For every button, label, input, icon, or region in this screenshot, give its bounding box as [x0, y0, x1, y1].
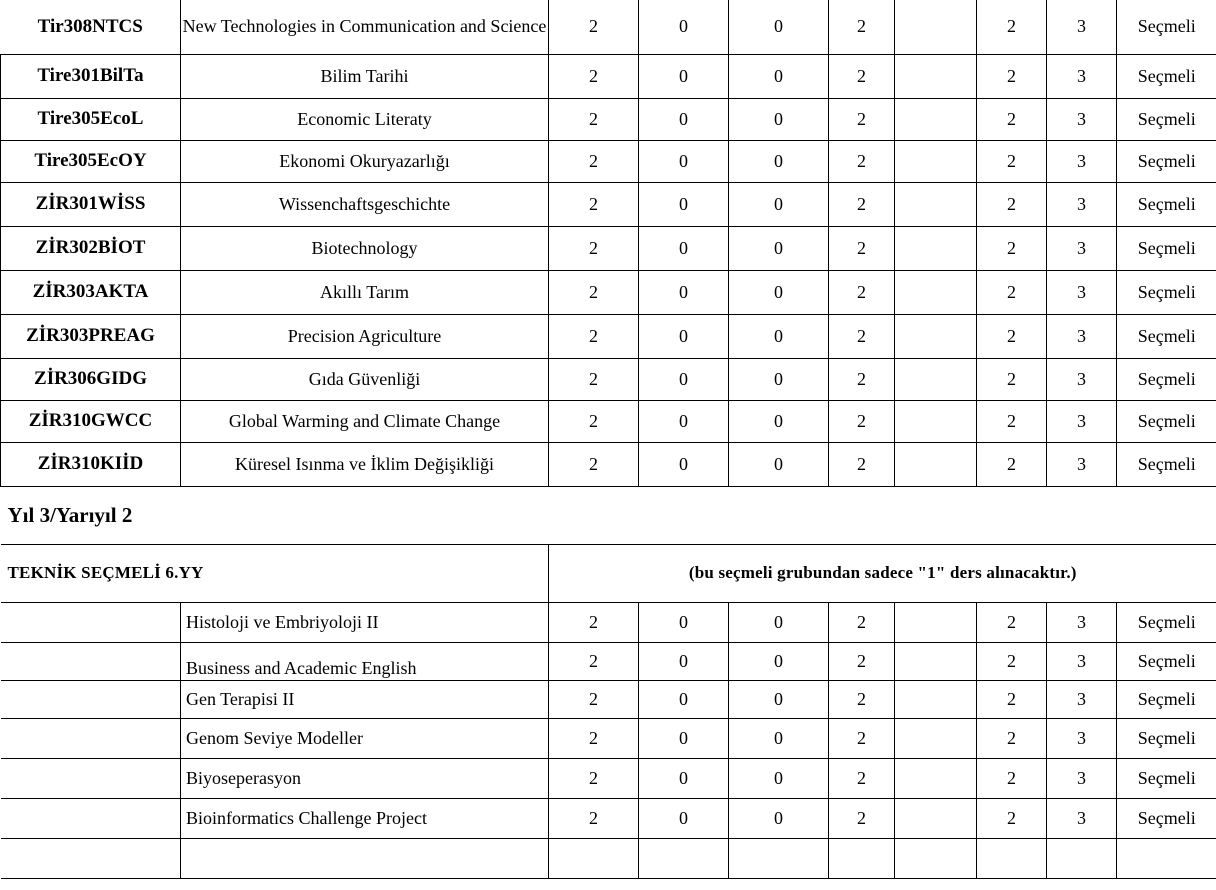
- credit-c3: 0: [729, 358, 829, 400]
- credit-c3: 0: [729, 758, 829, 798]
- credit-c5: [895, 400, 977, 442]
- credit-c7: 3: [1047, 442, 1117, 486]
- credit-c4: 2: [829, 358, 895, 400]
- table-row: [1, 602, 1216, 642]
- empty-cell: [1047, 838, 1117, 878]
- course-code: ZİR306GIDG: [1, 358, 181, 400]
- course-type: Seçmeli: [1117, 680, 1216, 718]
- table-row: [1, 182, 1216, 226]
- credit-c7: 3: [1047, 98, 1117, 140]
- table-row: [1, 270, 1216, 314]
- credit-c1: 2: [549, 98, 639, 140]
- course-code: ZİR303AKTA: [1, 270, 181, 314]
- credit-c7: 3: [1047, 642, 1117, 680]
- course-type: Seçmeli: [1117, 758, 1216, 798]
- credit-c5: [895, 798, 977, 838]
- credit-c1: 2: [549, 270, 639, 314]
- course-code: [1, 798, 181, 838]
- table-row: [1, 718, 1216, 758]
- credit-c5: [895, 140, 977, 182]
- course-code: Tire301BilTa: [1, 54, 181, 98]
- credit-c6: 2: [977, 680, 1047, 718]
- table-row: [1, 54, 1216, 98]
- course-name: Histoloji ve Embriyoloji II: [181, 602, 549, 642]
- credit-c1: 2: [549, 314, 639, 358]
- empty-cell: [729, 838, 829, 878]
- credit-c7: 3: [1047, 226, 1117, 270]
- credit-c6: 2: [977, 602, 1047, 642]
- credit-c1: 2: [549, 226, 639, 270]
- empty-cell: [181, 838, 549, 878]
- course-code: ZİR301WİSS: [1, 182, 181, 226]
- credit-c4: 2: [829, 270, 895, 314]
- credit-c6: 2: [977, 442, 1047, 486]
- credit-c3: 0: [729, 642, 829, 680]
- course-name: Gıda Güvenliği: [181, 358, 549, 400]
- course-code: Tire305EcOY: [1, 140, 181, 182]
- credit-c6: 2: [977, 642, 1047, 680]
- credit-c7: 3: [1047, 718, 1117, 758]
- credit-c7: 3: [1047, 314, 1117, 358]
- credit-c3: 0: [729, 314, 829, 358]
- course-name: New Technologies in Communication and Science: [181, 0, 549, 54]
- credit-c3: 0: [729, 182, 829, 226]
- empty-cell: [1, 878, 1216, 890]
- credit-c1: 2: [549, 602, 639, 642]
- credit-c3: 0: [729, 54, 829, 98]
- table-row: [1, 314, 1216, 358]
- credit-c1: 2: [549, 642, 639, 680]
- course-code: Tire305EcoL: [1, 98, 181, 140]
- credit-c5: [895, 442, 977, 486]
- table-row: [1, 642, 1216, 680]
- credit-c1: 2: [549, 758, 639, 798]
- course-type: Seçmeli: [1117, 270, 1216, 314]
- credit-c6: 2: [977, 400, 1047, 442]
- course-code: ZİR303PREAG: [1, 314, 181, 358]
- course-type: Seçmeli: [1117, 0, 1216, 54]
- course-type: Seçmeli: [1117, 442, 1216, 486]
- credit-c2: 0: [639, 718, 729, 758]
- credit-c4: 2: [829, 54, 895, 98]
- credit-c6: 2: [977, 798, 1047, 838]
- credit-c7: 3: [1047, 400, 1117, 442]
- table-row: [1, 680, 1216, 718]
- group-note: (bu seçmeli grubundan sadece "1" ders alınacaktır.): [549, 544, 1216, 602]
- credit-c2: 0: [639, 358, 729, 400]
- course-code: [1, 642, 181, 680]
- course-type: Seçmeli: [1117, 226, 1216, 270]
- credit-c3: 0: [729, 718, 829, 758]
- empty-cell: [895, 838, 977, 878]
- course-code: ZİR310GWCC: [1, 400, 181, 442]
- credit-c6: 2: [977, 226, 1047, 270]
- credit-c7: 3: [1047, 602, 1117, 642]
- credit-c4: 2: [829, 226, 895, 270]
- credit-c3: 0: [729, 798, 829, 838]
- credit-c1: 2: [549, 358, 639, 400]
- section-row: [1, 486, 1216, 544]
- course-name: Bioinformatics Challenge Project: [181, 798, 549, 838]
- credit-c6: 2: [977, 182, 1047, 226]
- table-row: [1, 226, 1216, 270]
- credit-c2: 0: [639, 140, 729, 182]
- credit-c7: 3: [1047, 270, 1117, 314]
- table-row: [1, 0, 1216, 54]
- credit-c7: 3: [1047, 182, 1117, 226]
- credit-c3: 0: [729, 270, 829, 314]
- table-row: [1, 798, 1216, 838]
- empty-row: [1, 838, 1216, 878]
- credit-c2: 0: [639, 226, 729, 270]
- cut-off-row: [1, 878, 1216, 890]
- course-type: Seçmeli: [1117, 642, 1216, 680]
- section-title: Yıl 3/Yarıyıl 2: [1, 486, 1216, 544]
- credit-c1: 2: [549, 718, 639, 758]
- credit-c4: 2: [829, 758, 895, 798]
- credit-c2: 0: [639, 680, 729, 718]
- credit-c3: 0: [729, 442, 829, 486]
- credit-c2: 0: [639, 314, 729, 358]
- course-code: [1, 602, 181, 642]
- credit-c2: 0: [639, 602, 729, 642]
- credit-c5: [895, 98, 977, 140]
- credit-c3: 0: [729, 680, 829, 718]
- course-name: Genom Seviye Modeller: [181, 718, 549, 758]
- course-name: Biyoseperasyon: [181, 758, 549, 798]
- course-type: Seçmeli: [1117, 400, 1216, 442]
- credit-c3: 0: [729, 140, 829, 182]
- credit-c1: 2: [549, 0, 639, 54]
- credit-c1: 2: [549, 182, 639, 226]
- course-type: Seçmeli: [1117, 54, 1216, 98]
- credit-c4: 2: [829, 442, 895, 486]
- course-name: Economic Literaty: [181, 98, 549, 140]
- course-code: Tir308NTCS: [1, 0, 181, 54]
- credit-c2: 0: [639, 758, 729, 798]
- table-row: [1, 98, 1216, 140]
- course-name: Global Warming and Climate Change: [181, 400, 549, 442]
- credit-c7: 3: [1047, 358, 1117, 400]
- credit-c2: 0: [639, 400, 729, 442]
- credit-c7: 3: [1047, 54, 1117, 98]
- table-row: [1, 442, 1216, 486]
- course-table-body: [1, 0, 1216, 890]
- credit-c4: 2: [829, 314, 895, 358]
- credit-c6: 2: [977, 358, 1047, 400]
- credit-c5: [895, 226, 977, 270]
- credit-c4: 2: [829, 98, 895, 140]
- course-name: Ekonomi Okuryazarlığı: [181, 140, 549, 182]
- credit-c4: 2: [829, 642, 895, 680]
- credit-c6: 2: [977, 54, 1047, 98]
- credit-c3: 0: [729, 602, 829, 642]
- course-code: ZİR302BİOT: [1, 226, 181, 270]
- credit-c2: 0: [639, 98, 729, 140]
- credit-c5: [895, 642, 977, 680]
- course-code: [1, 758, 181, 798]
- course-type: Seçmeli: [1117, 602, 1216, 642]
- credit-c1: 2: [549, 798, 639, 838]
- credit-c4: 2: [829, 140, 895, 182]
- course-type: Seçmeli: [1117, 314, 1216, 358]
- course-code: ZİR310KIİD: [1, 442, 181, 486]
- course-type: Seçmeli: [1117, 98, 1216, 140]
- course-type: Seçmeli: [1117, 798, 1216, 838]
- credit-c4: 2: [829, 182, 895, 226]
- credit-c5: [895, 718, 977, 758]
- credit-c7: 3: [1047, 758, 1117, 798]
- credit-c6: 2: [977, 0, 1047, 54]
- course-type: Seçmeli: [1117, 358, 1216, 400]
- course-name: Business and Academic English: [181, 642, 549, 680]
- credit-c5: [895, 758, 977, 798]
- course-type: Seçmeli: [1117, 182, 1216, 226]
- credit-c1: 2: [549, 400, 639, 442]
- empty-cell: [977, 838, 1047, 878]
- credit-c6: 2: [977, 314, 1047, 358]
- course-name: Akıllı Tarım: [181, 270, 549, 314]
- course-name: Gen Terapisi II: [181, 680, 549, 718]
- credit-c2: 0: [639, 182, 729, 226]
- credit-c1: 2: [549, 140, 639, 182]
- credit-c6: 2: [977, 758, 1047, 798]
- credit-c2: 0: [639, 442, 729, 486]
- credit-c4: 2: [829, 680, 895, 718]
- credit-c4: 2: [829, 718, 895, 758]
- course-type: Seçmeli: [1117, 718, 1216, 758]
- table-row: [1, 400, 1216, 442]
- table-row: [1, 358, 1216, 400]
- table-row: [1, 758, 1216, 798]
- empty-cell: [829, 838, 895, 878]
- credit-c7: 3: [1047, 798, 1117, 838]
- course-name: Wissenchaftsgeschichte: [181, 182, 549, 226]
- empty-cell: [1117, 838, 1216, 878]
- credit-c5: [895, 270, 977, 314]
- credit-c3: 0: [729, 0, 829, 54]
- credit-c5: [895, 54, 977, 98]
- table-row: [1, 140, 1216, 182]
- course-name: Biotechnology: [181, 226, 549, 270]
- credit-c6: 2: [977, 270, 1047, 314]
- credit-c3: 0: [729, 98, 829, 140]
- credit-c5: [895, 182, 977, 226]
- credit-c4: 2: [829, 0, 895, 54]
- credit-c2: 0: [639, 798, 729, 838]
- credit-c3: 0: [729, 400, 829, 442]
- credit-c4: 2: [829, 400, 895, 442]
- course-code: [1, 718, 181, 758]
- empty-cell: [1, 838, 181, 878]
- credit-c4: 2: [829, 798, 895, 838]
- credit-c6: 2: [977, 140, 1047, 182]
- credit-c6: 2: [977, 98, 1047, 140]
- course-name: Bilim Tarihi: [181, 54, 549, 98]
- credit-c2: 0: [639, 0, 729, 54]
- empty-cell: [549, 838, 639, 878]
- course-type: Seçmeli: [1117, 140, 1216, 182]
- credit-c5: [895, 680, 977, 718]
- credit-c5: [895, 0, 977, 54]
- credit-c3: 0: [729, 226, 829, 270]
- credit-c5: [895, 314, 977, 358]
- credit-c4: 2: [829, 602, 895, 642]
- credit-c2: 0: [639, 642, 729, 680]
- group-title: TEKNİK SEÇMELİ 6.YY: [1, 544, 549, 602]
- empty-cell: [639, 838, 729, 878]
- course-name: Küresel Isınma ve İklim Değişikliği: [181, 442, 549, 486]
- group-row: [1, 544, 1216, 602]
- credit-c1: 2: [549, 54, 639, 98]
- credit-c6: 2: [977, 718, 1047, 758]
- credit-c1: 2: [549, 680, 639, 718]
- credit-c5: [895, 602, 977, 642]
- credit-c1: 2: [549, 442, 639, 486]
- credit-c2: 0: [639, 270, 729, 314]
- credit-c7: 3: [1047, 140, 1117, 182]
- credit-c5: [895, 358, 977, 400]
- credit-c2: 0: [639, 54, 729, 98]
- credit-c7: 3: [1047, 0, 1117, 54]
- credit-c7: 3: [1047, 680, 1117, 718]
- course-code: [1, 680, 181, 718]
- course-name: Precision Agriculture: [181, 314, 549, 358]
